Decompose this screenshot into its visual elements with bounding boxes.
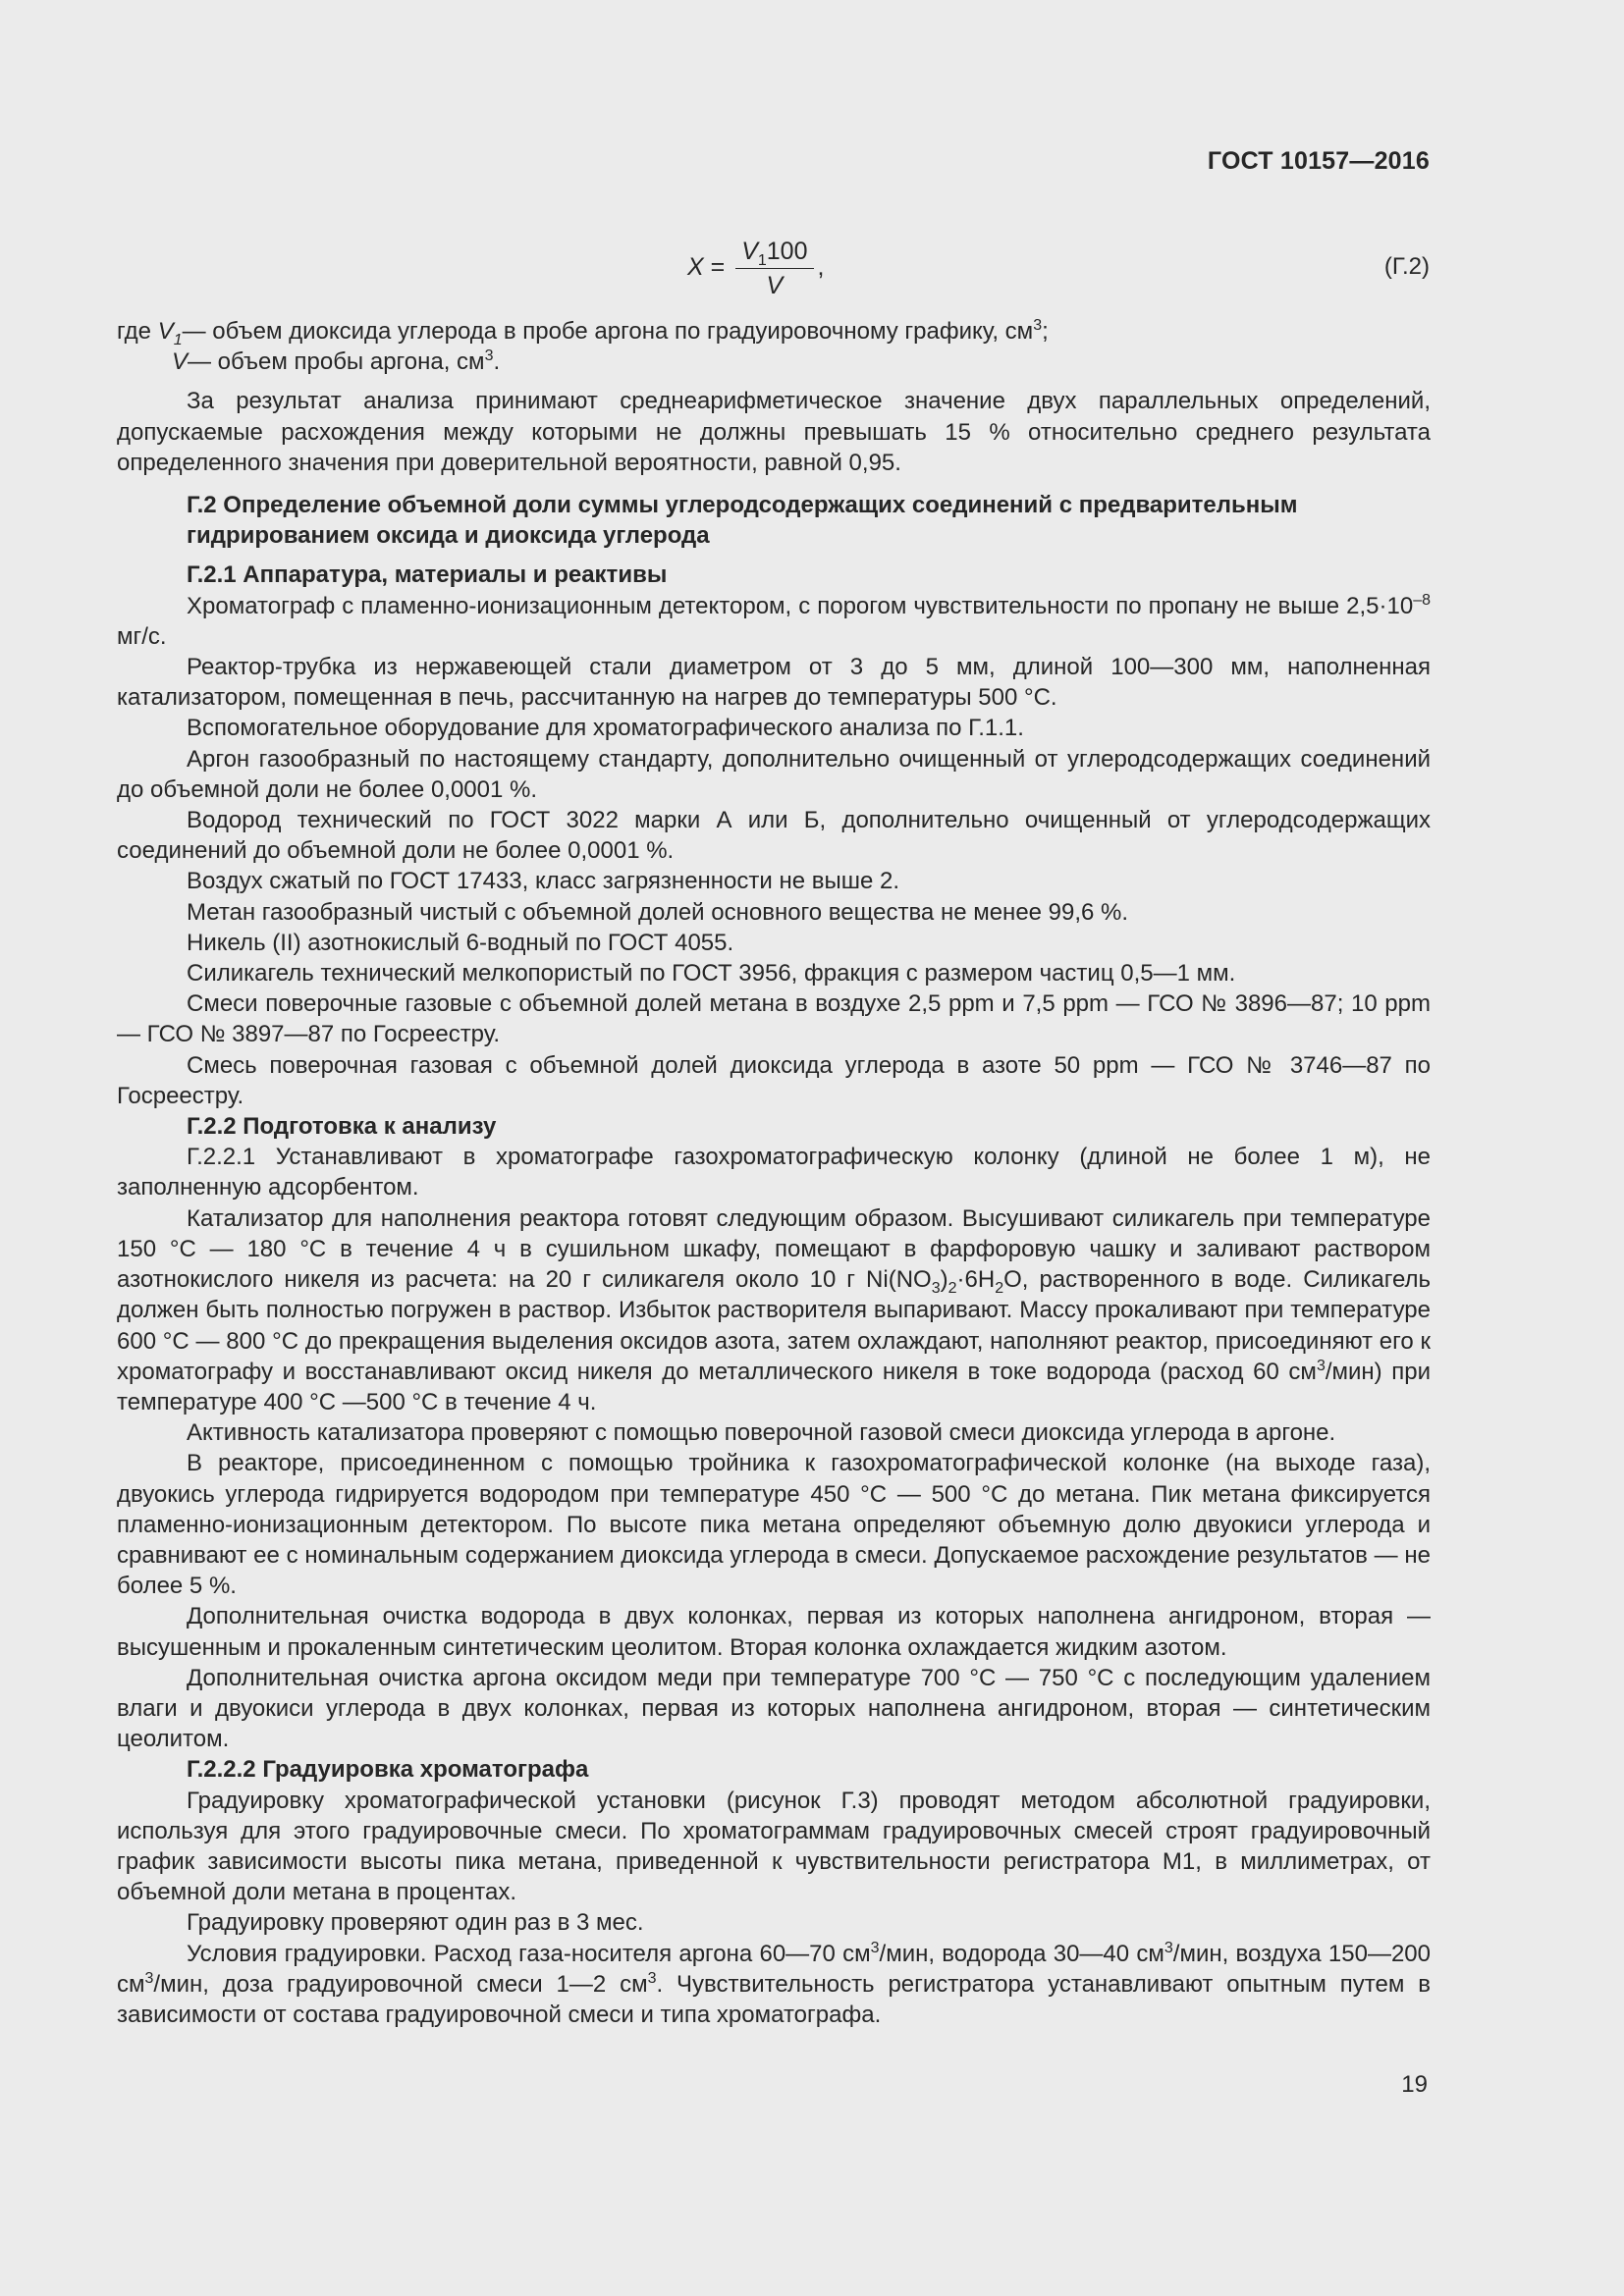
conditions-text-b: /мин, водорода 30—40 см (879, 1940, 1164, 1967)
formula-fraction (735, 238, 813, 299)
conditions-sup-2: 3 (1164, 1939, 1173, 1956)
paragraph-g221: Г.2.2.1 Устанавливают в хроматографе газохроматографическую колонку (длиной не более 1 м), не заполненную адсорбентом. (117, 1144, 1431, 1201)
paragraph-mixtures: Смеси поверочные газовые с объемной долей метана в воздухе 2,5 ppm и 7,5 ppm — ГСО № 3896—87; 10 ppm — ГСО № 3897—87 по Госреестру. (117, 990, 1431, 1048)
paragraph-hydrogen-cleaning: Дополнительная очистка водорода в двух колонках, первая из которых наполнена ангидроном, вторая — высушенным и прокаленным синтетическим цеолитом. Вторая колонка охлаждается жидким азотом. (117, 1603, 1431, 1661)
paragraph-result: За результат анализа принимают среднеарифметическое значение двух параллельных определений, допускаемые расхождения между которыми не должны превышать 15 % относительно среднего результата определенного значения при доверительной вероятности, равной 0,95. (117, 388, 1431, 476)
paragraph-chromatograph (117, 591, 1431, 652)
where-symbol-v: V (172, 348, 189, 376)
conditions-text-e: . Чувствительность регистратора устанавливают опытным путем в зависимости от состава градуировочной смеси и типа хроматографа. (117, 1970, 1431, 2028)
document-body (117, 316, 1431, 2030)
equation-number: (Г.2) (1383, 253, 1430, 280)
numerator-value: 100 (766, 238, 808, 265)
catalyst-sub-1: 3 (931, 1279, 941, 1297)
paragraph-mixture-co2: Смесь поверочная газовая с объемной долей диоксида углерода в азоте 50 ppm — ГСО № 3746—87 по Госреестру. (117, 1051, 1431, 1109)
paragraph-activity: Активность катализатора проверяют с помощью поверочной газовой смеси диоксида углерода в аргоне. (187, 1419, 1336, 1447)
where-symbol-v1: V (157, 318, 174, 345)
catalyst-text-d: O, растворенного в воде. Силикагель должен быть полностью погружен в раствор. Избыток растворителя выпаривают. Массу прокаливают при температуре 600 °С — 800 °С до прекращения выделения оксидов азота, затем охлаждают, наполняют реактор, присоединяют его к хроматографу и восстанавливают оксид никеля до металлического никеля в токе водорода (расход 60 см (117, 1266, 1431, 1385)
where-unit-sup-1: 3 (1033, 317, 1043, 334)
formula-equals: = (703, 253, 732, 282)
paragraph-catalyst (117, 1203, 1431, 1417)
paragraph-argon: Аргон газообразный по настоящему стандарту, дополнительно очищенный от углеродсодержащих соединений до объемной доли не более 0,0001 %. (117, 745, 1431, 803)
chrom-text: Хроматограф с пламенно-ионизационным детектором, с порогом чувствительности по пропану не выше 2,5·10 (187, 592, 1414, 619)
paragraph-conditions (117, 1939, 1431, 2031)
paragraph-hydrogen: Водород технический по ГОСТ 3022 марки А или Б, дополнительно очищенный от углеродсодержащих соединений до объемной доли не более 0,0001 %. (117, 807, 1431, 865)
where-prefix: где (117, 318, 158, 345)
where-definition-v: — объем пробы аргона, см (188, 348, 485, 376)
conditions-sup-4: 3 (647, 1969, 657, 1987)
formula-numerator (735, 238, 813, 269)
paragraph-air: Воздух сжатый по ГОСТ 17433, класс загрязненности не выше 2. (187, 868, 900, 895)
where-definition-v1: — объем диоксида углерода в пробе аргона по градуировочному графику, см (182, 318, 1034, 345)
catalyst-text-c: ·6H (956, 1266, 996, 1294)
section-heading-g2: Г.2 Определение объемной доли суммы углеродсодержащих соединений с предварительным гидрированием оксида и диоксида углерода (187, 492, 1298, 550)
chrom-unit: мг/с. (117, 622, 167, 650)
conditions-sup-1: 3 (870, 1939, 880, 1956)
paragraph-reactor-tee: В реакторе, присоединенном с помощью тройника к газохроматографической колонке (на выходе газа), двуокись углерода гидрируется водородом при температуре 450 °С — 500 °С до метана. Пик метана фиксируется пламенно-ионизационным детектором. По высоте пика метана определяют объемную долю двуокиси углерода и сравнивают ее с номинальным содержанием диоксида углерода в смеси. Допускаемое расхождение результатов — не более 5 %. (117, 1450, 1431, 1600)
formula-comma: , (817, 253, 825, 282)
where-line-1 (117, 316, 1431, 347)
formula-g2 (687, 238, 824, 299)
chrom-exponent: –8 (1413, 591, 1431, 609)
document-code-header: ГОСТ 10157—2016 (1207, 147, 1430, 175)
catalyst-text-a: Катализатор для наполнения реактора готовят следующим образом. Высушивают силикагель при температуре 150 °С — 180 °С в течение 4 ч в сушильном шкафу, помещают в фарфоровую чашку и заливают раствором азотнокислого никеля из расчета: на 20 г силикагеля около 10 г Ni(NO (117, 1204, 1431, 1294)
page-number: 19 (1401, 2071, 1428, 2098)
section-heading-g21: Г.2.1 Аппаратура, материалы и реактивы (187, 561, 668, 589)
section-heading-g22: Г.2.2 Подготовка к анализу (187, 1113, 497, 1141)
catalyst-text-b: ) (940, 1266, 948, 1294)
conditions-text-c: /мин, воздуха 150—200 см (117, 1940, 1431, 1998)
where-line-2 (117, 347, 1431, 377)
section-heading-g222: Г.2.2.2 Градуировка хроматографа (187, 1756, 589, 1784)
paragraph-methane: Метан газообразный чистый с объемной долей основного вещества не менее 99,6 %. (187, 898, 1129, 926)
where-symbol-v1-sub: 1 (173, 331, 183, 348)
catalyst-text-e: /мин) при температуре 400 °С —500 °С в течение 4 ч. (117, 1358, 1432, 1415)
catalyst-sub-3: 2 (995, 1279, 1004, 1297)
paragraph-argon-cleaning: Дополнительная очистка аргона оксидом меди при температуре 700 °С — 750 °С с последующим удалением влаги и двуокиси углерода в двух колонках, первая из которых наполнена ангидроном, вторая — синтетическим цеолитом. (117, 1664, 1431, 1753)
conditions-sup-3: 3 (144, 1969, 154, 1987)
paragraph-calibration: Градуировку хроматографической установки (рисунок Г.3) проводят методом абсолютной градуировки, используя для этого градуировочные смеси. По хроматограммам градуировочных смесей строят градуировочный график зависимости высоты пика метана, приведенной к чувствительности регистратора М1, в миллиметрах, от объемной доли метана в процентах. (117, 1787, 1431, 1906)
formula-denominator (735, 269, 813, 299)
conditions-text-a: Условия градуировки. Расход газа-носителя аргона 60—70 см (187, 1940, 871, 1967)
paragraph-reactor: Реактор-трубка из нержавеющей стали диаметром от 3 до 5 мм, длиной 100—300 мм, наполненная катализатором, помещенная в печь, рассчитанную на нагрев до температуры 500 °С. (117, 654, 1431, 712)
numerator-subscript: 1 (757, 252, 767, 269)
numerator-var: V (741, 238, 758, 265)
paragraph-nickel: Никель (II) азотнокислый 6-водный по ГОСТ 4055. (187, 929, 734, 956)
where-unit-sup-2: 3 (484, 347, 494, 365)
where-end-2: . (493, 348, 501, 376)
catalyst-sup: 3 (1316, 1357, 1326, 1374)
formula-lhs: X (687, 253, 704, 282)
catalyst-sub-2: 2 (947, 1279, 957, 1297)
paragraph-calibration-check: Градуировку проверяют один раз в 3 мес. (187, 1909, 644, 1937)
conditions-text-d: /мин, доза градуировочной смеси 1—2 см (153, 1970, 648, 1998)
denominator-var: V (766, 272, 784, 299)
where-end-1: ; (1042, 318, 1049, 345)
paragraph-silica: Силикагель технический мелкопористый по ГОСТ 3956, фракция с размером частиц 0,5—1 мм. (187, 960, 1236, 988)
paragraph-aux-equipment: Вспомогательное оборудование для хроматографического анализа по Г.1.1. (187, 715, 1024, 742)
